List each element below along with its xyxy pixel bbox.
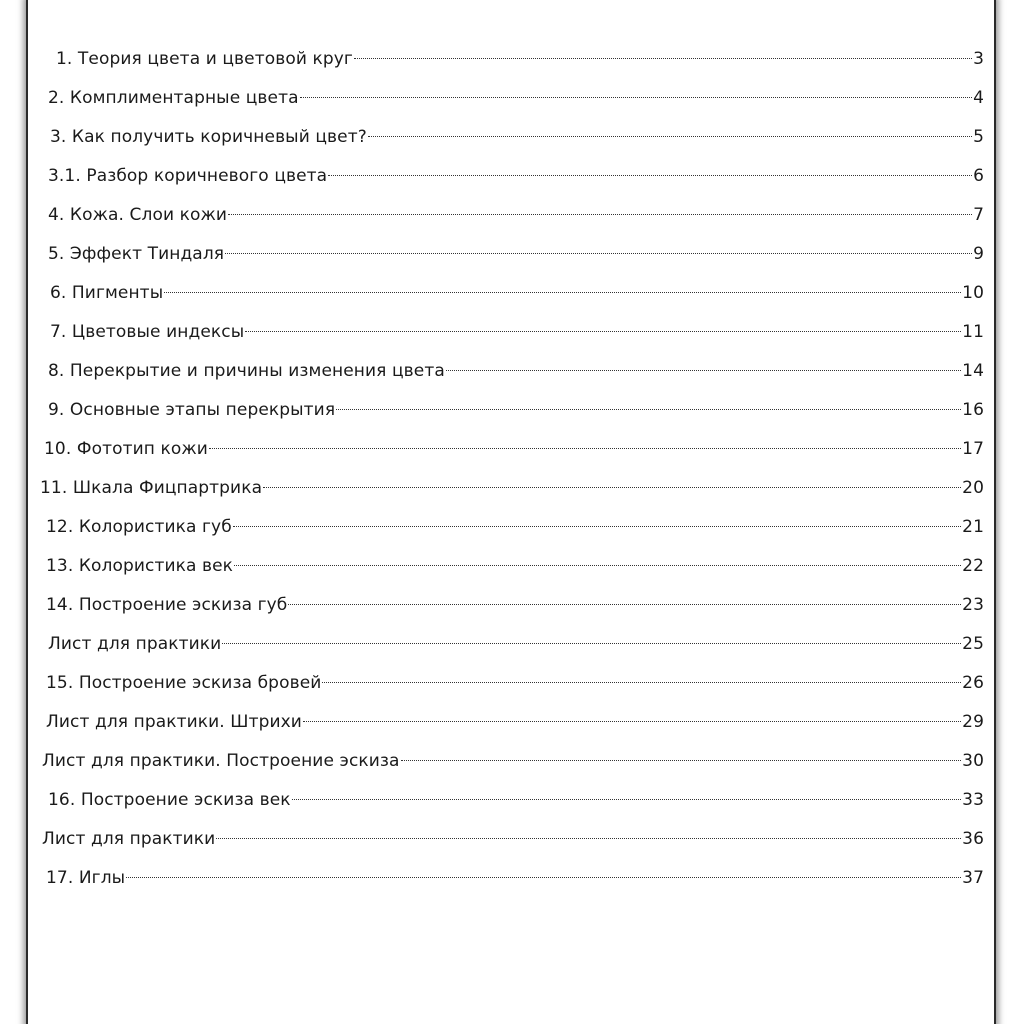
toc-dot-leader xyxy=(245,331,961,332)
toc-entry-page: 29 xyxy=(962,712,984,732)
toc-entry[interactable] xyxy=(46,709,984,735)
toc-entry[interactable] xyxy=(56,46,984,72)
toc-entry-page: 7 xyxy=(973,205,984,225)
toc-dot-leader xyxy=(446,370,961,371)
toc-entry-title: 13. Колористика век xyxy=(46,556,234,576)
toc-dot-leader xyxy=(209,448,961,449)
toc-entry-page: 26 xyxy=(962,673,984,693)
toc-entry-page: 6 xyxy=(973,166,984,186)
toc-dot-leader xyxy=(216,838,961,839)
toc-entry-page: 36 xyxy=(962,829,984,849)
toc-dot-leader xyxy=(233,526,961,527)
toc-entry[interactable] xyxy=(48,241,984,267)
document-page xyxy=(26,0,996,1024)
toc-dot-leader xyxy=(225,253,972,254)
toc-dot-leader xyxy=(164,292,961,293)
toc-entry-page: 17 xyxy=(962,439,984,459)
toc-entry[interactable] xyxy=(46,514,984,540)
toc-dot-leader xyxy=(368,136,972,137)
toc-entry-title: 9. Основные этапы перекрытия xyxy=(48,400,336,420)
toc-entry-title: 2. Комплиментарные цвета xyxy=(48,88,299,108)
toc-entry-page: 9 xyxy=(973,244,984,264)
toc-entry[interactable] xyxy=(48,787,984,813)
toc-entry-title: Лист для практики. Штрихи xyxy=(46,712,302,732)
toc-dot-leader xyxy=(336,409,961,410)
toc-entry-page: 25 xyxy=(962,634,984,654)
toc-entry-title: 6. Пигменты xyxy=(50,283,164,303)
toc-entry-title: Лист для практики. Построение эскиза xyxy=(42,751,400,771)
toc-entry[interactable] xyxy=(50,124,984,150)
toc-entry[interactable] xyxy=(48,397,984,423)
toc-entry[interactable] xyxy=(46,670,984,696)
toc-dot-leader xyxy=(222,643,961,644)
toc-entry[interactable] xyxy=(44,436,984,462)
toc-dot-leader xyxy=(303,721,961,722)
toc-entry[interactable] xyxy=(48,202,984,228)
toc-entry[interactable] xyxy=(50,319,984,345)
toc-dot-leader xyxy=(228,214,972,215)
toc-dot-leader xyxy=(126,877,961,878)
toc-entry-title: 8. Перекрытие и причины изменения цвета xyxy=(48,361,445,381)
toc-entry-title: 12. Колористика губ xyxy=(46,517,232,537)
toc-entry-page: 14 xyxy=(962,361,984,381)
toc-entry[interactable] xyxy=(46,553,984,579)
toc-dot-leader xyxy=(292,799,962,800)
toc-dot-leader xyxy=(328,175,972,176)
toc-entry-title: 15. Построение эскиза бровей xyxy=(46,673,322,693)
toc-entry-title: Лист для практики xyxy=(42,829,216,849)
toc-entry-page: 10 xyxy=(962,283,984,303)
toc-entry-page: 22 xyxy=(962,556,984,576)
toc-entry-title: 4. Кожа. Слои кожи xyxy=(48,205,228,225)
toc-entry-page: 30 xyxy=(962,751,984,771)
toc-entry[interactable] xyxy=(42,748,984,774)
toc-entry-title: 3. Как получить коричневый цвет? xyxy=(50,127,367,147)
toc-dot-leader xyxy=(300,97,972,98)
toc-entry-title: 11. Шкала Фицпартрика xyxy=(40,478,263,498)
toc-entry[interactable] xyxy=(48,85,984,111)
toc-entry-title: Лист для практики xyxy=(48,634,222,654)
toc-entry[interactable] xyxy=(46,865,984,891)
toc-entry-page: 37 xyxy=(962,868,984,888)
toc-entry-title: 16. Построение эскиза век xyxy=(48,790,291,810)
toc-entry[interactable] xyxy=(46,592,984,618)
toc-dot-leader xyxy=(288,604,961,605)
toc-dot-leader xyxy=(354,58,972,59)
toc-entry-page: 11 xyxy=(962,322,984,342)
toc-dot-leader xyxy=(234,565,961,566)
toc-entry-page: 3 xyxy=(973,49,984,69)
toc-entry[interactable] xyxy=(42,826,984,852)
toc-dot-leader xyxy=(322,682,961,683)
toc-entry-title: 10. Фототип кожи xyxy=(44,439,208,459)
toc-entry-page: 23 xyxy=(962,595,984,615)
toc-entry-title: 3.1. Разбор коричневого цвета xyxy=(48,166,328,186)
toc-dot-leader xyxy=(401,760,962,761)
toc-entry-page: 21 xyxy=(962,517,984,537)
toc-entry[interactable] xyxy=(48,358,984,384)
toc-entry[interactable] xyxy=(48,631,984,657)
toc-entry-title: 7. Цветовые индексы xyxy=(50,322,245,342)
toc-entry[interactable] xyxy=(50,280,984,306)
toc-entry-page: 4 xyxy=(973,88,984,108)
toc-entry-title: 5. Эффект Тиндаля xyxy=(48,244,225,264)
toc-entry[interactable] xyxy=(40,475,984,501)
toc-entry-page: 5 xyxy=(973,127,984,147)
toc-entry-page: 16 xyxy=(962,400,984,420)
toc-entry-page: 20 xyxy=(962,478,984,498)
toc-entry-title: 17. Иглы xyxy=(46,868,126,888)
toc-entry-title: 14. Построение эскиза губ xyxy=(46,595,288,615)
toc-entry-title: 1. Теория цвета и цветовой круг xyxy=(56,49,353,69)
toc-entry-page: 33 xyxy=(962,790,984,810)
toc-entry[interactable] xyxy=(48,163,984,189)
toc-dot-leader xyxy=(263,487,961,488)
